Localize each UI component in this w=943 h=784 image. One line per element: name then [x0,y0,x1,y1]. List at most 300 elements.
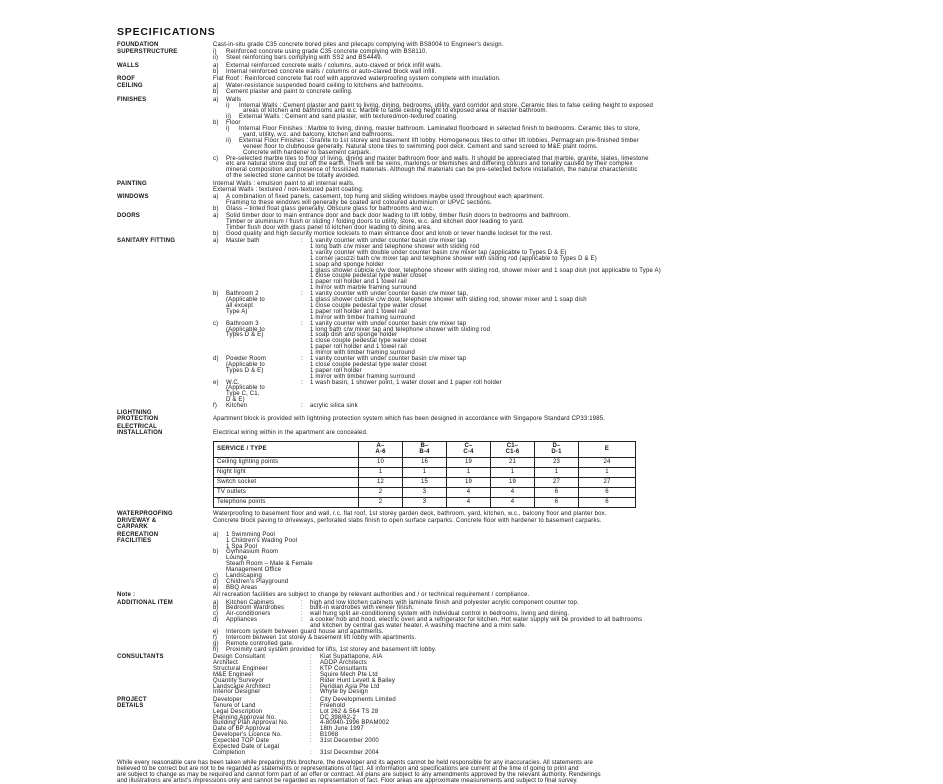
table-cell: 4 [491,487,535,497]
text-segment: DC 398/62-2 [320,714,356,721]
text-segment: Bathroom 3 [226,320,259,327]
section-label [117,411,213,423]
section-label-text: Note : [117,592,136,599]
section-body [213,411,907,423]
text-segment: Rider Hunt Levett & Bailey [320,677,396,684]
text-segment: : [310,726,312,733]
text-segment: : [310,732,312,739]
text-segment: areas of kitchen and bathrooms and w.c. Marble to false ceiling height to exposed area of master bathroom. [243,108,548,115]
section-label-text: SUPERSTRUCTURE [117,49,178,56]
text-segment: 1 paper roll holder [310,367,362,374]
text-line [213,174,907,180]
table-header-text: A-6 [375,449,386,456]
text-segment: 1 close couple pedestal type water closet [310,302,427,309]
text-segment: f) [213,634,218,641]
section-note [117,593,907,599]
text-segment: Lounge [226,555,248,562]
text-segment: 1 vanity counter with under counter basin c/w mixer tap [310,238,467,245]
text-line [213,431,907,437]
table-header-cell [579,441,636,457]
section-body [213,601,907,654]
table-header-cell [214,441,359,457]
section-label-text: CARPARK [117,524,148,531]
table-header-text: B-4 [419,449,430,456]
text-segment: Children's Playground [226,578,289,585]
text-segment: 1 mirror with timber framing surround [310,373,416,380]
text-segment: Design Consultant [213,654,266,661]
text-segment: Steam Room – Male & Female [226,561,313,568]
text-line [213,188,907,194]
text-line [213,417,907,423]
text-line [213,70,907,76]
section-additional-item [117,601,907,654]
text-segment: a) [213,531,219,538]
text-line [213,77,907,83]
section-label-text: FINISHES [117,96,147,103]
text-line [213,56,907,62]
table-header-text: C-4 [463,449,474,456]
section-body [213,98,907,180]
text-segment: c) [213,320,219,327]
section-label-text: DETAILS [117,702,144,709]
table-header-row [214,441,636,457]
text-segment: Good quality and high security mortice locksets to main entrance door and knob or lever handle lockset for the rest. [226,230,553,237]
text-segment: Flat Roof : Reinforced concrete flat roof with approved waterproofing system complete with insulation. [213,75,501,82]
text-segment: Building Plan Approval No. [213,720,289,727]
text-segment: Timber or aluminium / flush or sliding / folding doors to utility, store, w.c. and kitchen door leading to yard. [226,218,524,225]
section-body [213,533,907,592]
table-cell: 1 [403,467,447,477]
text-segment: 1 close couple pedestal type water closet [310,273,427,280]
text-segment: Date of BP Approval [213,726,271,733]
text-segment: External reinforced concrete walls / columns, auto-claved or brick infill walls. [226,62,443,69]
text-segment: 1 paper roll holder and 1 towel rail [310,279,407,286]
text-segment: Intercom system between guard house and apartments. [226,629,384,636]
text-segment: Quantity Surveyor [213,677,265,684]
text-segment: b) [213,549,219,556]
text-segment: Pre-selected marble tiles to floor of living, dining and master bathroom floor and walls. It should be appreciated that marble, granite, slates, limestone [226,155,649,162]
section-painting [117,182,907,194]
text-line [213,207,907,213]
text-segment: : [310,689,312,696]
table-cell: 2 [359,487,403,497]
text-segment: 1 mirror with marble framing surround [310,285,417,292]
text-segment: : [310,738,312,745]
section-label-text: ADDITIONAL ITEM [117,599,173,606]
text-segment: Floor [226,120,241,127]
section-recreation-facilities [117,533,907,592]
text-segment: (Applicable to [226,361,265,368]
table-cell: 27 [535,477,579,487]
text-segment: Architect [213,660,238,666]
table-cell: 2 [359,497,403,507]
table-row [214,497,636,507]
text-segment: Remote controlled gate. [226,640,294,647]
section-body [213,512,907,518]
text-segment: ADDP Architects [320,660,367,666]
text-segment: 1 close couple pedestal type water closet [310,338,427,345]
text-segment: a) [213,193,219,200]
text-segment: D & E) [226,397,245,404]
text-segment: a cooker hob and hood, electric oven and a refrigerator for kitchen. Hot water supply will be provided to all bathrooms [310,617,643,624]
table-cell: 6 [535,487,579,497]
text-segment: : [310,671,312,678]
section-foundation [117,43,907,49]
text-segment: Management Office [226,567,282,574]
disclaimer-line: are subject to change as may be required and cannot form part of an offer or contract. All plans are subject to any amendments approved by the relevant authority. Renderings [117,771,601,778]
table-cell: 6 [535,497,579,507]
text-segment: : [301,403,303,410]
text-segment: Developer [213,696,242,703]
text-line [213,90,907,96]
section-body [213,214,907,238]
text-segment: Structural Engineer [213,665,268,672]
section-label [117,98,213,180]
section-label [117,655,213,696]
text-segment: d) [213,355,219,362]
text-segment: a) [213,96,219,103]
text-line [213,43,907,49]
section-body [213,519,907,531]
section-label-text: LIGHTNING [117,410,152,417]
table-header-text: E [604,446,610,453]
section-label-text: DOORS [117,213,141,220]
section-body [213,425,907,511]
text-segment: ii) [213,55,219,62]
section-ceiling [117,84,907,96]
text-segment: Lot 262 & 564 TS 28 [320,708,379,715]
section-walls [117,64,907,76]
text-segment: : [301,611,303,618]
table-body [214,457,636,507]
text-segment: : [301,617,303,624]
text-segment: 1 mirror with timber framing surround [310,314,416,321]
text-line [213,751,907,757]
section-label-text: FOUNDATION [117,42,159,48]
table-header-text: D-1 [551,449,562,456]
text-segment: : [301,379,303,386]
table-cell: 1 [491,467,535,477]
text-segment: Legal Description [213,708,263,715]
text-segment: mineral composition and presence of fossilized materials. Although the materials can be pre-selected before installation, the natural characteristic [226,167,638,174]
table-cell: Telephone points [214,497,359,507]
table-header-cell [491,441,535,457]
text-segment: d) [213,578,219,585]
text-segment: i) [213,49,217,56]
table-header-text: C1– [506,443,519,450]
text-segment: : [310,683,312,690]
section-label [117,239,213,410]
text-segment: W.C. [226,379,240,386]
section-label-text: WINDOWS [117,193,149,200]
text-segment: Internal Floor Finishes : Marble to living, dining, master bathroom. Laminated floorboard in selected finish to bedrooms. Ceramic tiles to store, [239,126,641,133]
table-cell: 19 [447,457,491,467]
section-label-text: PAINTING [117,180,147,187]
section-label [117,43,213,49]
text-segment: a) [213,238,219,245]
text-segment: 1 paper roll holder and 1 towel rail [310,308,407,315]
text-segment: 4-80940-1996 BPAM002 [320,720,390,727]
section-body [213,84,907,96]
text-segment: : [310,708,312,715]
section-label-text: PROTECTION [117,416,159,423]
text-segment: Air-conditioners [226,611,271,618]
section-body [213,43,907,49]
text-segment: 1 glass shower cubicle c/w door, telephone shower with sliding rod, shower mixer and 1 soap dish [310,297,587,304]
text-segment: Type A) [226,308,248,315]
text-segment: External Walls : textured / non-textured paint coating. [213,186,364,193]
section-label [117,50,213,62]
text-segment: g) [213,640,219,647]
text-segment: 1 wash basin, 1 shower point, 1 water closet and 1 paper roll holder [310,379,502,386]
text-segment: e) [213,584,219,591]
section-sanitary-fitting [117,239,907,410]
section-body [213,239,907,410]
section-label-text: ROOF [117,75,136,82]
text-segment: 1 vanity counter with under counter basin c/w mixer tap [310,355,467,362]
section-consultants [117,655,907,696]
text-segment: : [310,696,312,703]
text-segment: Cement plaster and paint to concrete ceiling. [226,89,353,96]
table-cell: 6 [579,487,636,497]
text-segment: Apartment block is provided with lightning protection system which has been designed in accordance with Singapore Standard CP33:1985. [213,416,606,423]
text-segment: Concrete block paving to driveways, perforated slabs finish to open surface carparks. Concrete floor with hardener to basement carparks. [213,518,602,525]
text-segment: : [310,654,312,661]
text-segment: All recreation facilities are subject to change by relevant authorities and / or technical requirement / compliance. [213,592,530,599]
text-segment: Whyte by Design [320,689,369,696]
table-cell: 12 [359,477,403,487]
text-segment: Tenure of Land [213,702,256,709]
text-segment: Cast-in-situ grade C35 concrete bored piles and pilecaps complying with BS8004 to Engineer's design. [213,42,504,48]
text-segment: Framing to these windows will generally be coated and coloured aluminium or UPVC sections. [226,199,492,206]
text-segment: a) [213,62,219,69]
table-header-text: SERVICE / TYPE [217,446,267,453]
text-segment: Powder Room [226,355,266,362]
table-header-cell [403,441,447,457]
text-segment: 1 long bath c/w mixer tap and telephone shower with sliding rod [310,326,491,333]
text-line [213,512,907,518]
sections [117,43,907,757]
section-label [117,182,213,194]
section-label-text: WATERPROOFING [117,511,173,518]
text-segment: Waterproofing to basement floor and wall, r.c. flat roof, 1st storey garden deck, bathroom, yard, kitchen, w.c., balcony floor and planter box. [213,511,607,518]
table-cell: Ceiling lighting points [214,457,359,467]
text-segment: (Applicable to [226,385,265,392]
text-segment: b) [213,89,219,96]
table-cell: 19 [447,477,491,487]
text-segment: Squire Mech Pte Ltd [320,671,378,678]
text-segment: e) [213,629,219,636]
text-line [213,232,907,238]
section-driveway-carpark [117,519,907,531]
text-segment: Reinforced concrete using grade C35 concrete complying with BS8110. [226,49,428,56]
text-segment: a) [213,213,219,220]
table-cell: 4 [447,487,491,497]
text-segment: b) [213,291,219,298]
table-header-text: C1-6 [505,449,520,456]
text-segment: i) [226,126,230,133]
table-cell: 23 [535,457,579,467]
table-row [214,467,636,477]
section-label [117,698,213,757]
text-segment: Gymnasium Room [226,549,279,556]
text-segment: h) [213,646,219,653]
text-segment: Master bath [226,238,260,245]
text-segment: veneer floor to clubhouse generally. Natural stone tiles to swimming pool deck. Cement and sand screed to M&E plant rooms. [243,143,599,150]
text-segment: : [310,714,312,721]
text-line [213,593,907,599]
text-segment: Walls [226,96,242,103]
section-label [117,512,213,518]
section-label-text: CEILING [117,83,143,90]
text-segment: : [310,677,312,684]
text-segment: Landscape Architect [213,683,271,690]
text-line [213,404,907,410]
section-body [213,655,907,696]
text-segment: b) [213,205,219,212]
section-label [117,425,213,511]
text-segment: : [301,605,303,612]
text-segment: : [301,320,303,327]
text-segment: and kitchen by central gas water heater. A washing machine and a mini safe. [310,623,527,630]
text-segment: Landscaping [226,573,263,580]
text-segment: Type C, C1, [226,391,260,398]
text-segment: b) [213,120,219,127]
section-project-details [117,698,907,757]
table-cell: 3 [403,497,447,507]
section-label-text: INSTALLATION [117,429,163,436]
text-segment: Bathroom 2 [226,291,259,298]
text-segment: Solid timber door to main entrance door and back door leading to lift lobby, timber flush doors to bedrooms and bathroom. [226,213,571,220]
text-segment: wall hung split air-conditioning system with individual control in bedrooms, living and dining. [310,611,570,618]
table-cell: 27 [579,477,636,487]
section-lightning-protection [117,411,907,423]
text-segment: Internal Walls : Cement plaster and paint to living, dining, bedrooms, utility, yard corridor and store. Ceramic tiles to false ceiling height to exposed [239,102,654,109]
text-segment: KTP Consultants [320,665,368,672]
table-cell: 10 [359,457,403,467]
text-segment: : [301,238,303,245]
table-header-cell [447,441,491,457]
text-segment: 1 mirror with timber framing surround [310,350,416,357]
text-segment: Completion [213,749,246,756]
section-label-text: WALLS [117,62,139,69]
text-segment: : [301,291,303,298]
text-segment: Water-resistance suspended board ceiling to kitchens and bathrooms. [226,83,424,90]
table-cell: 19 [491,477,535,487]
section-finishes [117,98,907,180]
text-segment: Concrete with hardener to basement carpark. [243,149,372,156]
text-segment: c) [213,155,219,162]
table-header-cell [359,441,403,457]
text-segment: Expected TOP Date [213,738,270,745]
text-segment: 31st December 2000 [320,738,379,745]
section-superstructure [117,50,907,62]
text-segment: 1 Children's Wading Pool [226,537,298,544]
section-body [213,182,907,194]
section-doors [117,214,907,238]
page-title: SPECIFICATIONS [117,26,216,38]
section-body [213,698,907,757]
text-segment: (Applicable to [226,297,265,304]
text-segment: Types D & E) [226,367,264,374]
text-line [213,519,907,525]
text-segment: b) [213,605,219,612]
text-segment: Internal reinforced concrete walls / columns or auto-claved block wall infill. [226,68,437,75]
text-segment: : [310,749,312,756]
table-cell: Night light [214,467,359,477]
text-segment: BBQ Areas [226,584,258,591]
section-label-text: FACILITIES [117,537,152,544]
text-segment: Kitchen [226,403,248,410]
text-line [213,648,907,654]
text-segment: Proximity card system provided for lifts, 1st storey and basement lift lobby. [226,646,437,653]
text-segment: e) [213,379,219,386]
text-segment: all except [226,302,254,309]
section-body [213,64,907,76]
section-label [117,84,213,96]
table-head [214,441,636,457]
text-segment: b) [213,68,219,75]
section-label [117,77,213,83]
text-segment: 1 glass shower cubicle c/w door, telephone shower with sliding rod, shower mixer and 1 soap dish (not applicable to Type A) [310,267,661,274]
table-cell: 1 [359,467,403,477]
section-label [117,195,213,213]
text-segment: Peridian Asia Pte Ltd [320,683,380,690]
text-segment: acrylic silica sink [310,403,358,410]
section-body [213,77,907,83]
section-label [117,593,213,599]
text-segment: Timber flush door with glass panel to kitchen door leading to dining area. [226,224,432,231]
text-segment: a) [213,83,219,90]
page-content [117,26,907,784]
text-segment: Steel reinforcing bars complying with SS2 and BS4449. [226,55,383,62]
text-segment: d) [213,617,219,624]
table-cell: 16 [403,457,447,467]
text-segment: c) [213,611,219,618]
text-segment: 1 close couple pedestal type water closet [310,361,427,368]
table-header-text: D– [552,443,561,450]
table-header-text: B– [420,443,429,450]
section-label-text: DRIVEWAY & [117,518,157,525]
text-segment: f) [213,403,218,410]
text-segment: M&E Engineer [213,671,254,678]
disclaimer-line: believed to be correct but are not to be regarded as statements or representations of fact. All information and specifications are current at the time of going to print and [117,765,579,772]
section-electrical-installation [117,425,907,511]
table-cell: 24 [579,457,636,467]
text-segment: (Applicable to [226,326,265,333]
text-segment: b) [213,230,219,237]
section-body [213,593,907,599]
text-segment: Electrical wiring within in the apartment are concealed. [213,429,368,436]
section-body [213,195,907,213]
table-cell: 4 [491,497,535,507]
text-segment: 18th June 1997 [320,726,364,733]
text-segment: 1 vanity counter with under counter basin c/w mixer tap [310,320,467,327]
section-label [117,214,213,238]
text-segment: 31st December 2004 [320,749,379,756]
table-row [214,477,636,487]
text-segment: yard, utility, w.c. and balcony, kitchen and bathrooms. [243,132,395,138]
table-cell: 21 [491,457,535,467]
service-type-table [213,441,636,508]
text-segment: etc are natural stone dug out off the earth. There will be veins, markings or blemishes and differing colours and tonality caused by their complex [226,161,633,168]
table-cell: TV outlets [214,487,359,497]
table-header-cell [535,441,579,457]
text-segment: : [310,702,312,709]
text-segment: Kitchen Cabinets [226,599,275,606]
text-segment: built-in wardrobes with veneer finish. [310,605,414,612]
text-line [213,690,907,696]
